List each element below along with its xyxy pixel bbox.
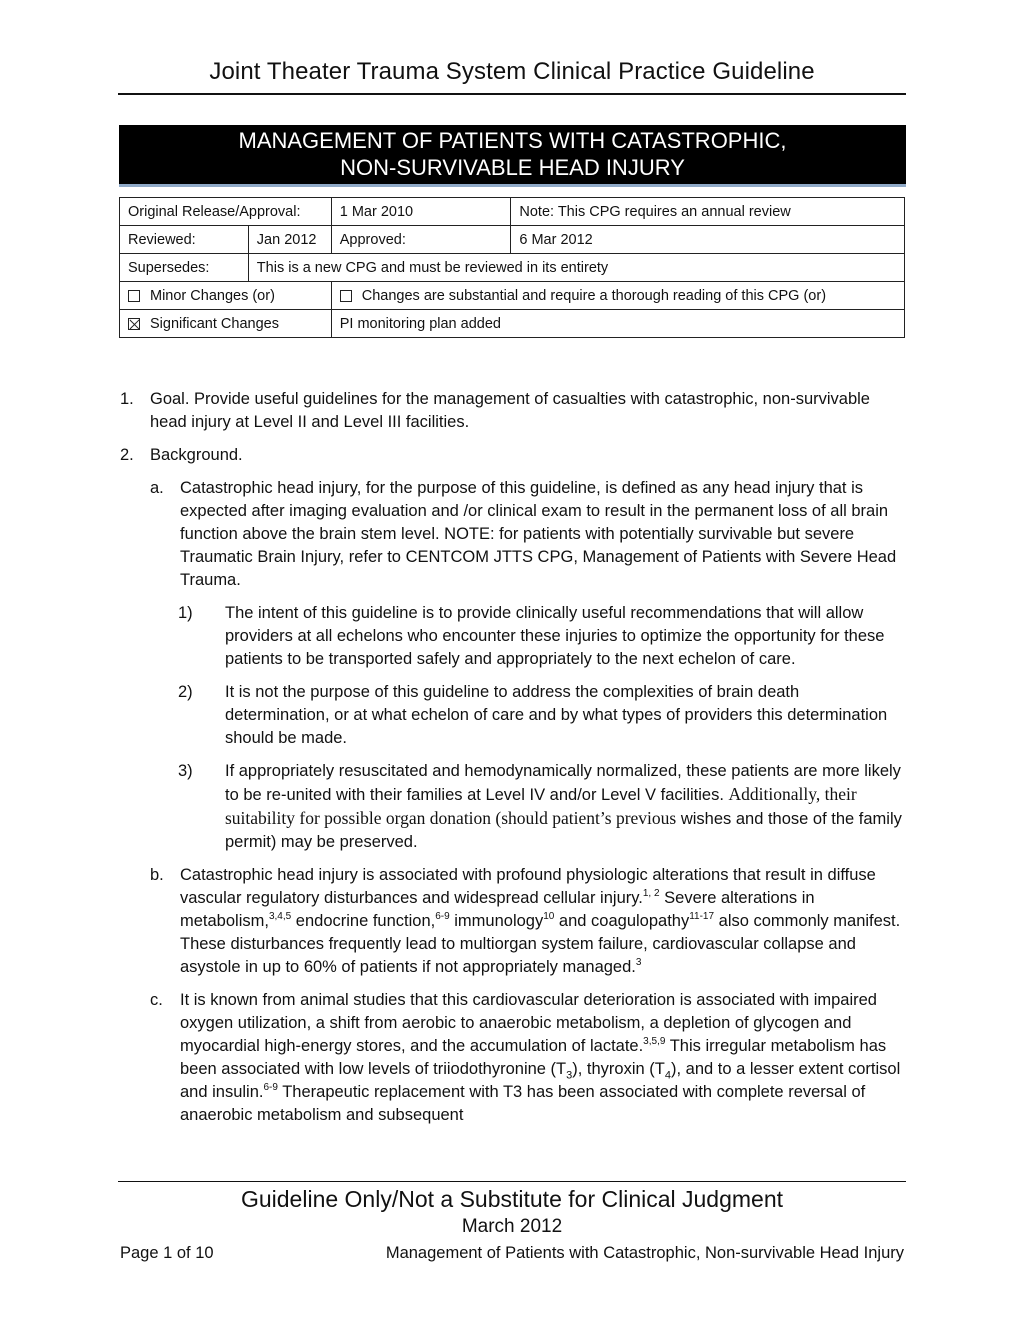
list-item: [118, 388, 908, 434]
footer-document-title: Management of Patients with Catastrophic, Non-survivable Head Injury: [385, 1244, 904, 1262]
minor-changes-label: Minor Changes (or): [150, 287, 275, 304]
item-b-text: immunology: [449, 912, 544, 930]
approval-table: [119, 197, 905, 338]
list-item: [118, 602, 908, 671]
item-number: 3): [178, 762, 193, 780]
table-row: [120, 310, 905, 338]
footer-date: March 2012: [461, 1216, 563, 1237]
item-letter: c.: [150, 991, 163, 1009]
background-heading: Background.: [150, 446, 243, 464]
substantial-changes-cell: [331, 282, 904, 310]
item-a2-text: It is not the purpose of this guideline to address the complexities of brain death determination, or at what echelon of care and by what types of providers this determination should be made.: [225, 683, 888, 747]
citation: 11-17: [689, 911, 715, 922]
subscript: 4: [664, 1069, 671, 1082]
item-c-text: It is known from animal studies that this cardiovascular deterioration is associated with impaired oxygen utilization, a shift from aerobic to anaerobic metabolism, a depletion of glycogen and myocardial high-energy stores, and the accumulation of lactate.: [180, 991, 877, 1055]
item-b-text: and coagulopathy: [554, 912, 690, 930]
item-b-text: endocrine function,: [291, 912, 436, 930]
document-body: [118, 388, 908, 1137]
original-release-value: 1 Mar 2010: [331, 198, 511, 226]
goal-text: Goal. Provide useful guidelines for the management of casualties with catastrophic, non-survivable head injury at Level II and Level III facilities.: [150, 390, 870, 431]
item-a-text: Catastrophic head injury, for the purpose of this guideline, is defined as any head injury that is expected after imaging evaluation and /or clinical exam to result in the permanent loss of all brain function above the brain stem level.: [180, 479, 889, 543]
list-item: [118, 864, 908, 979]
minor-changes-cell: [120, 282, 332, 310]
annual-review-note: Note: This CPG requires an annual review: [511, 198, 905, 226]
supersedes-label: Supersedes:: [120, 254, 249, 282]
list-item: [118, 681, 908, 750]
substantial-changes-label: Changes are substantial and require a thorough reading of this CPG (or): [361, 287, 827, 304]
banner-line-2: NON-SURVIVABLE HEAD INJURY: [340, 155, 685, 180]
significant-changes-cell: [120, 310, 332, 338]
list-item: [118, 477, 908, 592]
list-item: [118, 444, 908, 467]
citation: 3: [635, 957, 642, 968]
title-banner: [119, 125, 906, 187]
item-number: 1.: [120, 390, 134, 408]
significant-changes-label: Significant Changes: [150, 315, 279, 332]
table-row: [120, 226, 905, 254]
item-a3-serif-text: Additionally, their suitability for possible organ donation (should patient’s previous: [225, 784, 857, 828]
item-number: 2): [178, 683, 193, 701]
header-title: Joint Theater Trauma System Clinical Practice Guideline: [209, 58, 815, 85]
item-number: 2.: [120, 446, 134, 464]
header-divider: [118, 93, 906, 95]
supersedes-value: This is a new CPG and must be reviewed in its entirety: [248, 254, 904, 282]
citation: 3,5,9: [643, 1036, 666, 1047]
item-c-text: ), thyroxin (T: [572, 1060, 665, 1078]
reviewed-value: Jan 2012: [248, 226, 331, 254]
item-a3-text: If appropriately resuscitated and hemodynamically normalized, these patients are more likely to be re-united with their families at Level IV and/or Level V facilities.: [225, 762, 901, 804]
item-number: 1): [178, 604, 193, 622]
page-number: Page 1 of 10: [120, 1244, 214, 1262]
list-item: [118, 989, 908, 1127]
item-c-text: ), and to a lesser extent cortisol and insulin.: [180, 1060, 901, 1101]
item-b-text: Severe alterations in metabolism,: [180, 889, 815, 930]
original-release-label: Original Release/Approval:: [120, 198, 332, 226]
item-letter: a.: [150, 479, 164, 497]
citation: 6-9: [263, 1082, 278, 1093]
table-row: [120, 282, 905, 310]
item-letter: b.: [150, 866, 164, 884]
footer-divider: [118, 1181, 906, 1182]
table-row: [120, 254, 905, 282]
substantial-changes-checkbox[interactable]: [340, 290, 352, 302]
banner-line-1: MANAGEMENT OF PATIENTS WITH CATASTROPHIC,: [238, 128, 787, 153]
citation: 1, 2: [642, 888, 660, 899]
item-c-text: Therapeutic replacement with T3 has been associated with complete reversal of anaerobic metabolism and subsequent: [180, 1083, 866, 1124]
item-c-text: This irregular metabolism has been associated with low levels of triiodothyronine (T: [180, 1037, 887, 1078]
significant-changes-checkbox[interactable]: [128, 318, 140, 330]
item-a1-text: The intent of this guideline is to provide clinically useful recommendations that will allow providers at all echelons who encounter these injuries to optimize the opportunity for these patients to be transported safely and appropriately to the next echelon of care.: [225, 604, 885, 668]
table-row: [120, 198, 905, 226]
citation: 3,4,5: [268, 911, 292, 922]
approved-label: Approved:: [331, 226, 511, 254]
approved-value: 6 Mar 2012: [511, 226, 905, 254]
reviewed-label: Reviewed:: [120, 226, 249, 254]
minor-changes-checkbox[interactable]: [128, 290, 140, 302]
subscript: 3: [566, 1069, 573, 1082]
item-a-note: NOTE: for patients with potentially survivable but severe Traumatic Brain Injury, refer to CENTCOM JTTS CPG, Management of Patients with Severe Head Trauma.: [180, 525, 897, 589]
citation: 6-9: [435, 911, 450, 922]
citation: 10: [543, 911, 555, 922]
item-a3-text-end: wishes and those of the family permit) may be preserved.: [225, 810, 902, 851]
pi-plan-cell: PI monitoring plan added: [331, 310, 904, 338]
item-b-text: Catastrophic head injury is associated with profound physiologic alterations that result in diffuse vascular regulatory disturbances and widespread cellular injury.: [180, 866, 876, 907]
item-b-text: also commonly manifest. These disturbances frequently lead to multiorgan system failure, cardiovascular collapse and asystole in up to 60% of patients if not appropriately managed.: [180, 912, 901, 976]
footer-disclaimer: Guideline Only/Not a Substitute for Clinical Judgment: [240, 1186, 784, 1212]
list-item: [118, 760, 908, 854]
